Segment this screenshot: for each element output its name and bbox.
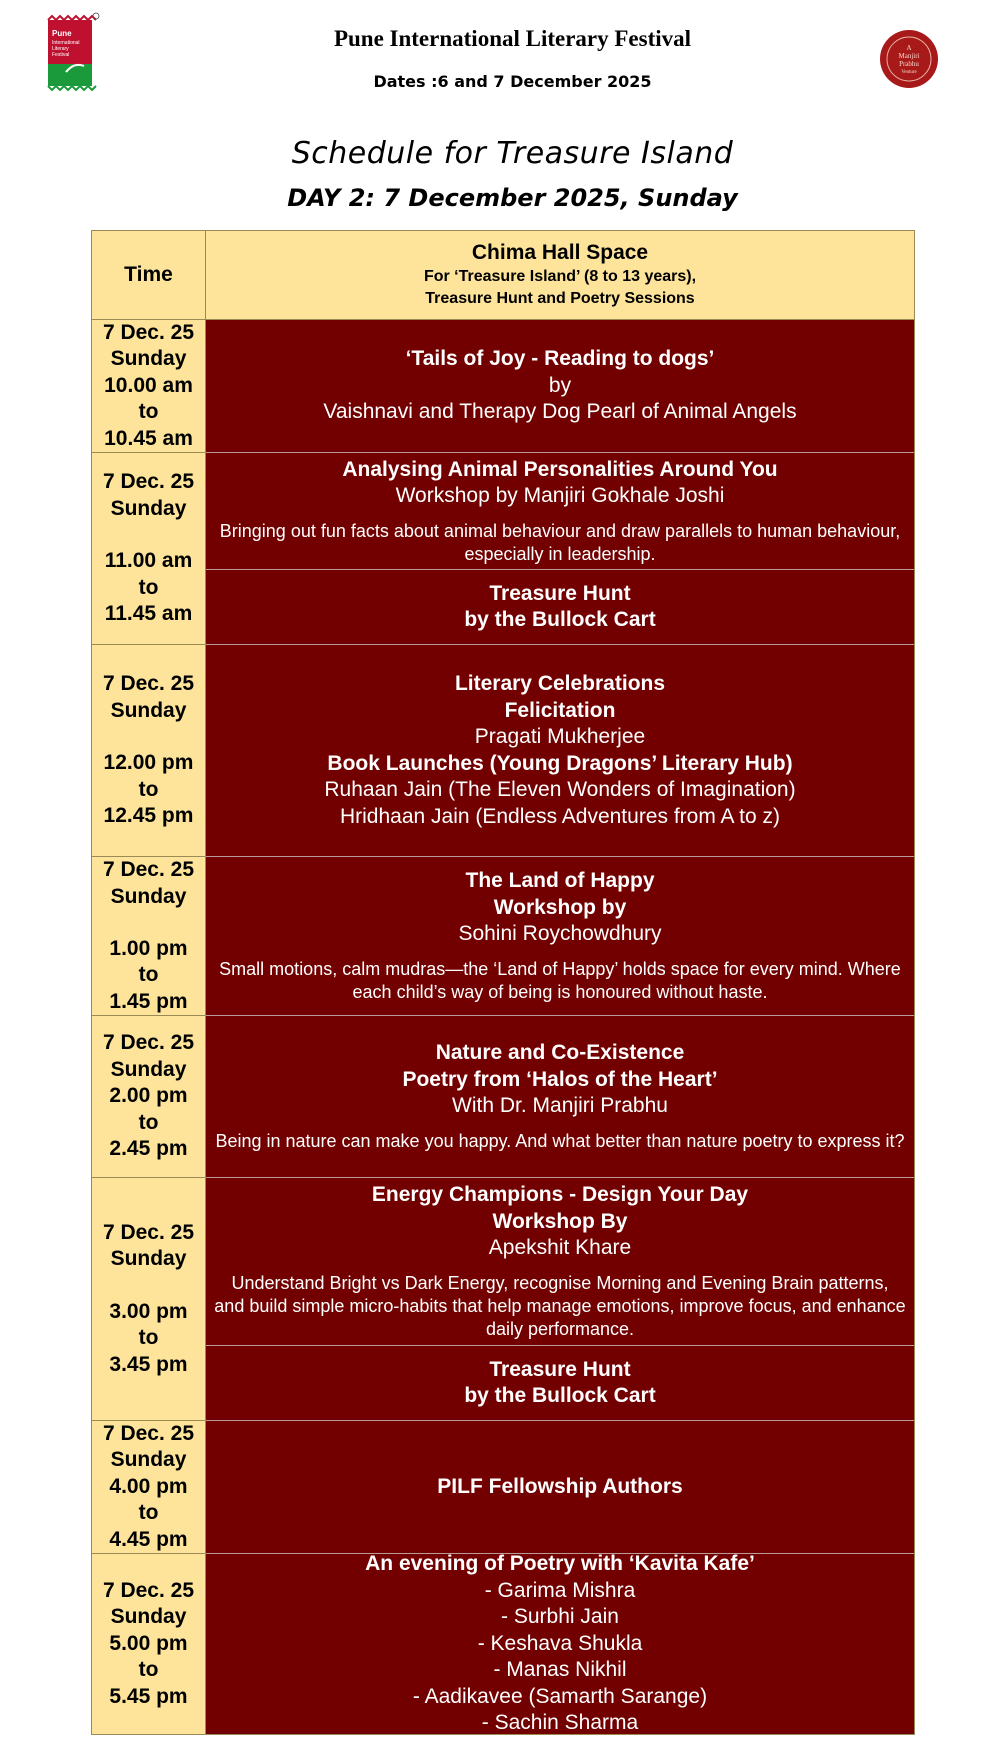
time-start: 2.00 pm: [109, 1084, 188, 1108]
time-to: to: [138, 575, 159, 599]
hunt-title: Treasure Hunt: [489, 1357, 631, 1381]
time-day: Sunday: [110, 1057, 187, 1081]
event-line-4: Book Launches (Young Dragons’ Literary Hub): [327, 751, 793, 775]
event-cell: [206, 1178, 914, 1346]
time-start: 11.00 am: [104, 549, 193, 573]
logo-text-4: Festival: [52, 52, 70, 58]
time-header: [92, 231, 206, 320]
schedule-title: Schedule for Treasure Island: [291, 136, 734, 171]
event-cell: [206, 1421, 914, 1554]
poet-item: - Surbhi Jain: [501, 1605, 619, 1629]
time-cell: [92, 453, 206, 645]
venue-sub-2: Treasure Hunt and Poetry Sessions: [425, 290, 695, 307]
time-date: 7 Dec. 25: [102, 1031, 195, 1055]
time-end: 1.45 pm: [109, 989, 188, 1013]
time-end: 12.45 pm: [103, 804, 194, 828]
time-start: 1.00 pm: [109, 936, 188, 960]
event-line-3: Pragati Mukherjee: [474, 725, 646, 748]
time-day: Sunday: [110, 698, 187, 722]
seal-text-3: Prabhu: [899, 60, 919, 68]
logo-text-2: International: [52, 40, 80, 46]
time-end: 11.45 am: [104, 602, 193, 626]
time-cell: [92, 857, 206, 1016]
time-cell: [92, 1554, 206, 1734]
time-date: 7 Dec. 25: [102, 672, 195, 696]
time-start: 4.00 pm: [109, 1474, 188, 1498]
poet-item: - Garima Mishra: [484, 1578, 636, 1602]
time-cell: [92, 1178, 206, 1421]
logo-text-1: Pune: [52, 29, 72, 38]
time-end: 3.45 pm: [109, 1352, 188, 1376]
time-day: Sunday: [110, 1247, 187, 1271]
event-line-1: Energy Champions - Design Your Day: [371, 1183, 749, 1207]
time-date: 7 Dec. 25: [102, 1220, 195, 1244]
event-by: Workshop by Manjiri Gokhale Joshi: [395, 484, 725, 507]
time-date: 7 Dec. 25: [102, 1578, 195, 1602]
event-title: ‘Tails of Joy - Reading to dogs’: [405, 347, 715, 371]
hunt-by: by the Bullock Cart: [464, 608, 656, 631]
event-cell: [206, 453, 914, 570]
treasure-hunt-cell: [206, 1346, 914, 1421]
event-line-2: Poetry from ‘Halos of the Heart’: [402, 1067, 718, 1091]
poet-item: - Aadikavee (Samarth Sarange): [412, 1684, 708, 1708]
time-date: 7 Dec. 25: [102, 320, 195, 344]
event-cell: [206, 857, 914, 1016]
poet-item: - Manas Nikhil: [493, 1658, 627, 1682]
time-cell: [92, 1016, 206, 1178]
poet-item: - Sachin Sharma: [481, 1711, 639, 1735]
time-to: to: [138, 777, 159, 801]
event-line-3: Sohini Roychowdhury: [458, 922, 662, 946]
poet-item: - Keshava Shukla: [477, 1631, 643, 1655]
time-to: to: [138, 400, 159, 424]
event-description: Small motions, calm mudras—the ‘Land of Happy’ holds space for every mind. Where each child’s way of being is honoured without haste.: [219, 958, 901, 1002]
event-line-1: PILF Fellowship Authors: [437, 1474, 683, 1498]
time-end: 4.45 pm: [109, 1527, 188, 1551]
time-start: 5.00 pm: [109, 1631, 188, 1655]
time-to: to: [138, 1110, 159, 1134]
event-line-1: An evening of Poetry with ‘Kavita Kafe’: [365, 1552, 755, 1576]
time-day: Sunday: [110, 496, 187, 520]
event-description: Being in nature can make you happy. And what better than nature poetry to express it?: [215, 1130, 905, 1151]
event-line-1: Literary Celebrations: [454, 672, 666, 695]
event-line-2: Felicitation: [504, 698, 616, 722]
event-description: Understand Bright vs Dark Energy, recognise Morning and Evening Brain patterns, and build simple micro-habits that help manage emotions, improve focus, and enhance daily performance.: [214, 1272, 906, 1339]
event-line-3: With Dr. Manjiri Prabhu: [452, 1094, 668, 1118]
time-start: 10.00 am: [104, 373, 193, 397]
time-to: to: [138, 1326, 159, 1350]
time-day: Sunday: [110, 1605, 187, 1629]
time-to: to: [138, 963, 159, 986]
event-people: Vaishnavi and Therapy Dog Pearl of Animal Angels: [323, 400, 797, 424]
event-cell: [206, 645, 914, 857]
event-line-5: Ruhaan Jain (The Eleven Wonders of Imagination): [324, 778, 796, 801]
day-title: DAY 2: 7 December 2025, Sunday: [287, 184, 738, 212]
time-end: 5.45 pm: [109, 1684, 188, 1708]
time-header-label: Time: [124, 262, 173, 286]
event-description: Bringing out fun facts about animal behaviour and draw parallels to human behaviour, especially in leadership.: [219, 520, 901, 564]
event-line-6: Hridhaan Jain (Endless Adventures from A to z): [339, 804, 781, 828]
venue-header: [206, 231, 914, 320]
time-cell: [92, 645, 206, 857]
manjiri-prabhu-seal: [878, 28, 940, 90]
seal-text-4: Venture: [901, 70, 917, 75]
time-day: Sunday: [110, 1448, 187, 1472]
time-start: 3.00 pm: [109, 1299, 188, 1323]
event-line-1: The Land of Happy: [465, 869, 655, 893]
event-title: Analysing Animal Personalities Around You: [342, 457, 778, 481]
event-cell: [206, 1016, 914, 1178]
time-to: to: [138, 1501, 159, 1525]
logo-text-3: Literary: [52, 46, 69, 52]
time-cell: [92, 1421, 206, 1554]
time-date: 7 Dec. 25: [102, 470, 195, 494]
event-line-2: Workshop By: [492, 1209, 628, 1233]
seal-text-2: Manjiri: [898, 52, 920, 60]
event-line-3: Apekshit Khare: [488, 1236, 632, 1260]
event-line-2: Workshop by: [493, 895, 627, 919]
venue-sub-1: For ‘Treasure Island’ (8 to 13 years),: [423, 268, 697, 285]
event-cell: [206, 320, 914, 453]
seal-text-1: A: [906, 44, 912, 52]
hunt-by: by the Bullock Cart: [464, 1384, 656, 1407]
schedule-table: [91, 230, 915, 1735]
time-date: 7 Dec. 25: [102, 858, 195, 881]
festival-title: Pune International Literary Festival: [333, 26, 692, 51]
time-end: 2.45 pm: [109, 1137, 188, 1161]
time-date: 7 Dec. 25: [102, 1421, 195, 1445]
event-cell: [206, 1554, 914, 1734]
time-cell: [92, 320, 206, 453]
event-by: by: [548, 373, 572, 397]
time-end: 10.45 am: [104, 426, 193, 450]
treasure-hunt-cell: [206, 570, 914, 645]
hunt-title: Treasure Hunt: [489, 581, 631, 605]
time-start: 12.00 pm: [103, 751, 194, 775]
festival-dates: Dates :6 and 7 December 2025: [373, 72, 652, 91]
event-line-1: Nature and Co-Existence: [435, 1041, 685, 1065]
venue-name: Chima Hall Space: [471, 241, 649, 264]
time-day: Sunday: [110, 884, 187, 908]
time-day: Sunday: [110, 347, 187, 371]
time-to: to: [138, 1658, 159, 1682]
